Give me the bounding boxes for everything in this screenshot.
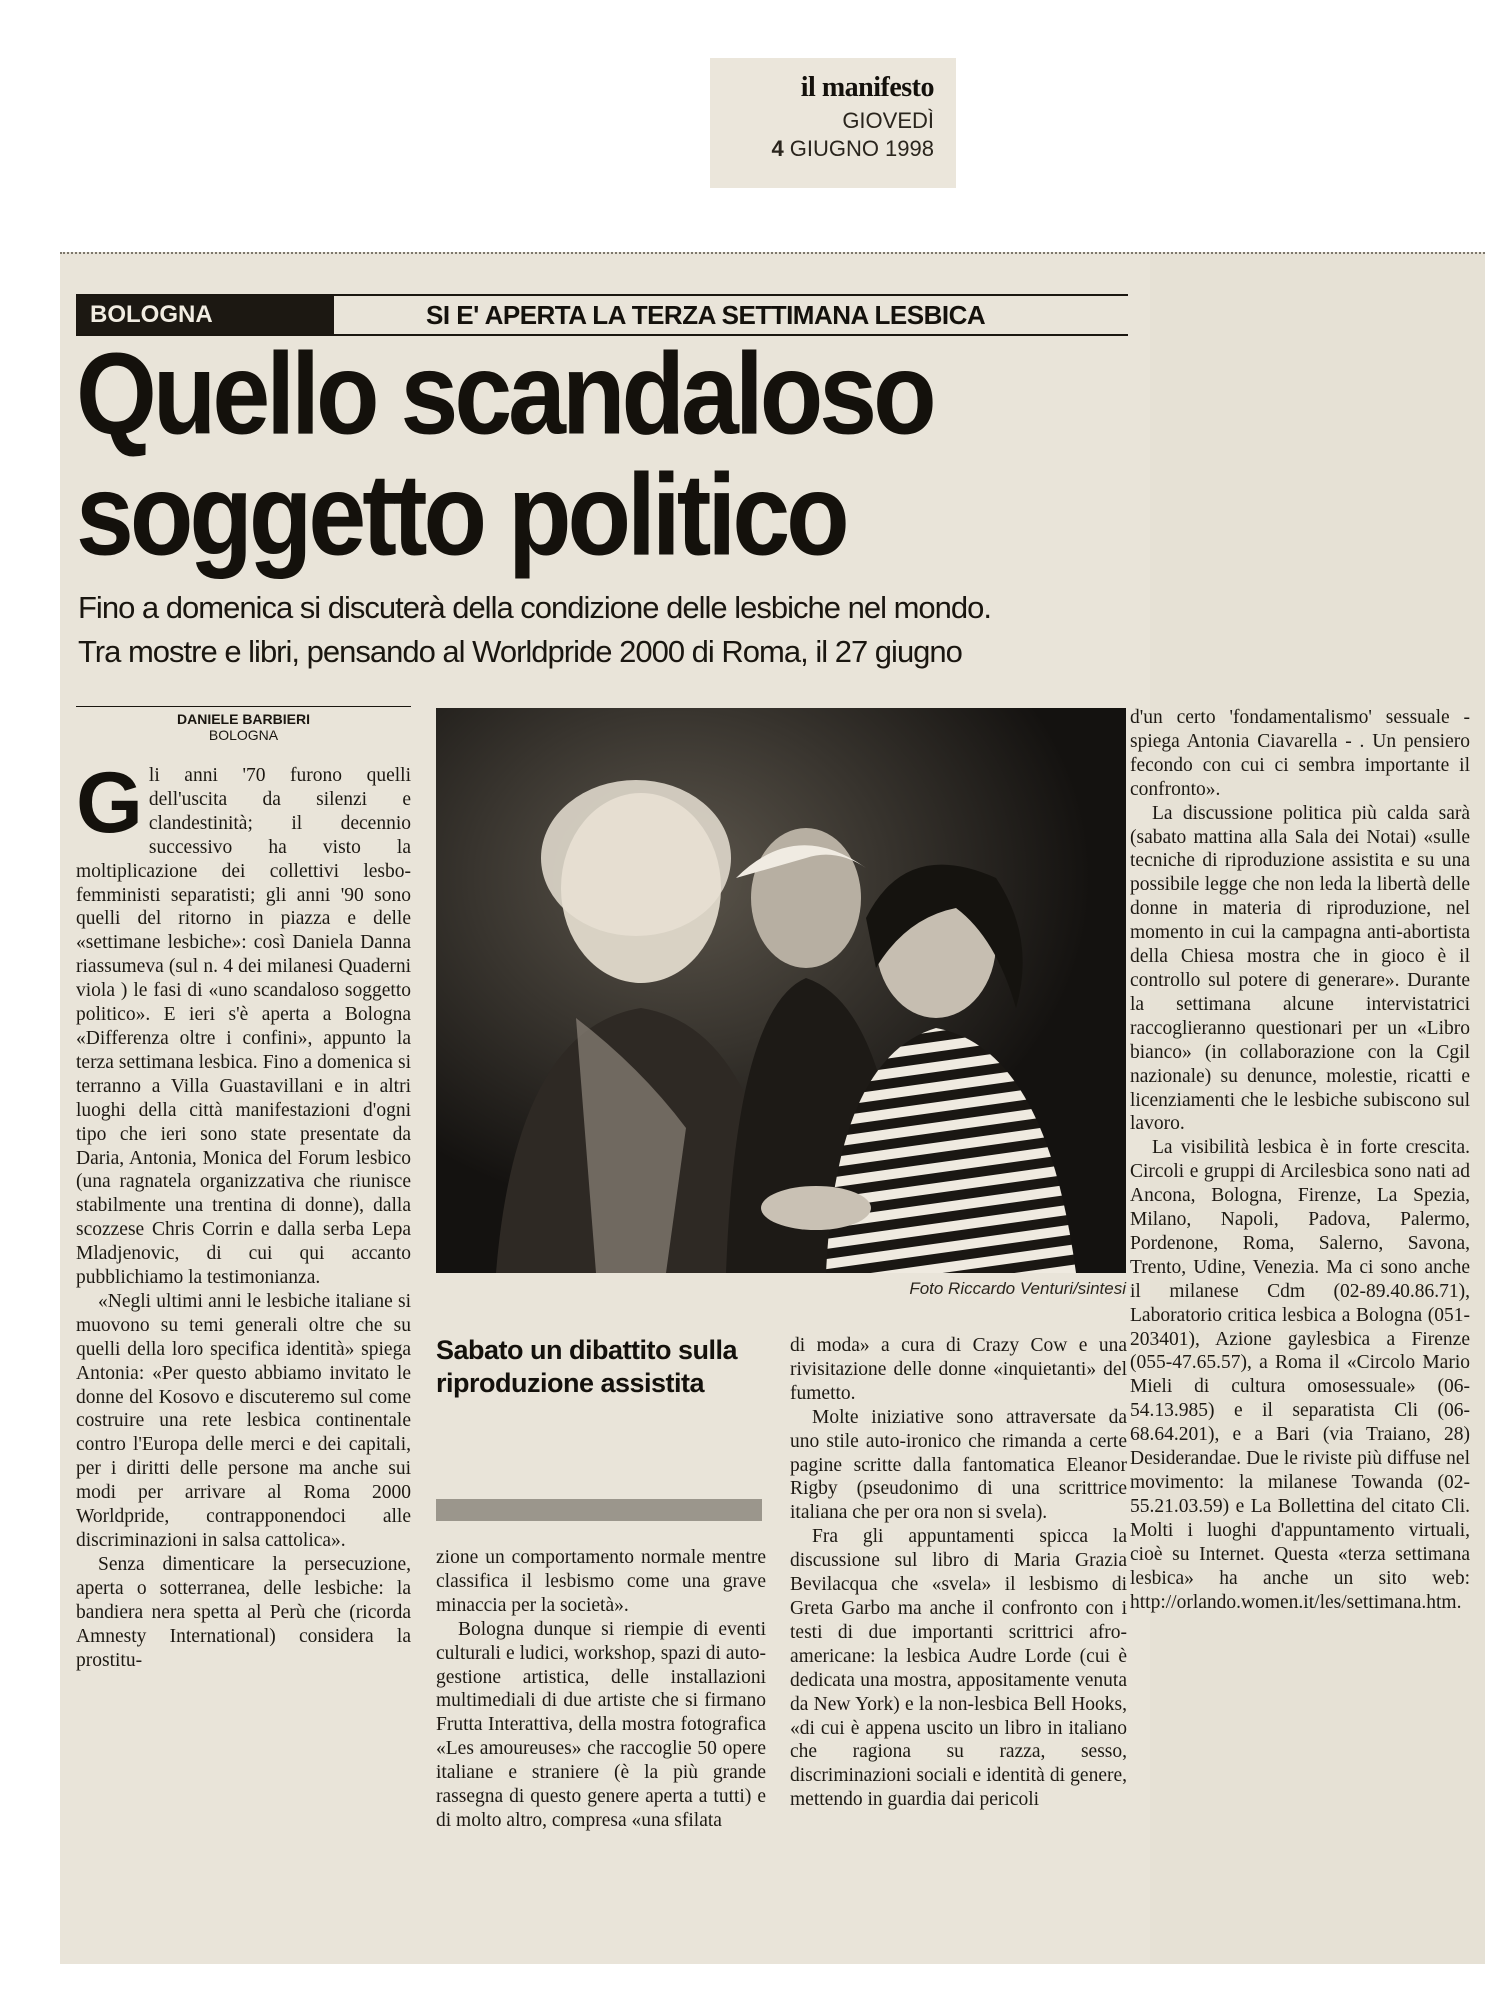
- photo: [436, 708, 1126, 1273]
- headline-line-1: Quello scandaloso: [76, 329, 933, 460]
- deck-line-1: Fino a domenica si discuterà della condizione delle lesbiche nel mondo.: [78, 590, 991, 625]
- byline: [76, 706, 411, 743]
- paragraph: La visibilità lesbica è in forte crescita. Circoli e gruppi di Arcilesbica sono nati ad Ancona, Bologna, Firenze, La Spezia, Milano, Napoli, Padova, Palermo, Pordenone, Roma, Salerno, Savona, Trento, Udine, Venezia. Ma ci sono anche il milanese Cdm (02-89.40.86.71), Laboratorio critica lesbica a Bologna (051- 203401), Azione gaylesbica a Firenze (055-47.65.57), a Roma il «Circolo Mario Mieli di cultura omosessuale» (06-54.13.985) e il separatista Cli (06-68.64.201), e a Bari (via Traiano, 28) Desiderandae. Due le riviste più diffuse nel movimento: la milanese Towanda (02-55.21.03.59) e La Bollettina del citato Cli. Molti i luoghi d'appuntamento virtuali, cioè su Internet. Questa «terza settimana lesbica» ha anche un sito web: http://orlando.women.it/les/settimana.htm.: [1130, 1137, 1470, 1613]
- paragraph: Fra gli appuntamenti spicca la discussione sul libro di Maria Grazia Bevilacqua che «svela» il lesbismo di Greta Garbo ma anche il confronto con i testi di due importanti scrittrici afro-americane: la lesbica Audre Lorde (cui è dedicata una mostra, appositamente venuta da New York) e la non-lesbica Bell Hooks, «di cui è appena uscito un libro in italiano che ragiona su razza, sesso, discriminazioni sociali e identità di genere, mettendo in guardia dai pericoli: [790, 1526, 1127, 1811]
- body-column-3: [1130, 706, 1470, 1614]
- paragraph: zione un comportamento normale mentre classifica il lesbismo come una grave minaccia per la società».: [436, 1547, 766, 1616]
- headline: [76, 329, 1136, 581]
- paragraph: d'un certo 'fondamentalismo' sessuale - spiega Antonia Ciavarella - . Un pensiero fecondo con cui ci sembra importante il confronto».: [1130, 707, 1470, 800]
- masthead-clipping: [710, 58, 956, 188]
- masthead-day: 4: [771, 136, 784, 161]
- paragraph-text: li anni '70 furono quelli dell'uscita da silenzi e clandestinità; il decennio successivo ha visto la moltiplicazione dei collettivi lesbo-femministi separatisti; gli anni '90 sono quelli del ritorno in piazza e delle «settimane lesbiche»: così Daniela Danna riassumeva (sul n. 4 dei milanesi Quaderni viola ) le fasi di «uno scandaloso soggetto politico». E ieri s'è aperta a Bologna «Differenza oltre i confini», appunto la terza settimana lesbica. Fino a domenica si terranno a Villa Guastavillani e in altri luoghi della città manifestazioni d'ogni tipo che ieri sono state presentate da Daria, Antonia, Monica del Forum lesbico (una ragnatela organizzativa che riunisce stabilmente una trentina di donne), dalla scozzese Chris Corrin e dalla serba Lepa Mladjenovic, di cui qui accanto pubblichiamo la testimonianza.: [76, 765, 411, 1289]
- photo-image: [436, 708, 1126, 1273]
- masthead-date: [771, 136, 934, 162]
- section-label: BOLOGNA: [76, 296, 334, 334]
- kicker: SI E' APERTA LA TERZA SETTIMANA LESBICA: [426, 300, 986, 330]
- paragraph: [76, 755, 411, 1290]
- sidehead-title: Sabato un dibattito sulla riproduzione assistita: [436, 1335, 738, 1398]
- deck-line-2: Tra mostre e libri, pensando al Worldpride 2000 di Roma, il 27 giugno: [78, 634, 962, 669]
- body-column-1: [76, 755, 411, 1672]
- sidehead: [436, 1334, 766, 1400]
- deck: [78, 586, 1158, 674]
- paragraph: «Negli ultimi anni le lesbiche italiane si muovono su temi generali oltre che su quelli della loro specifica identità» spiega Antonia: «Per questo abbiamo invitato le donne del Kosovo e discuteremo sul come costruire una rete lesbica continentale contro l'Europa delle merci e dei capitali, per i diritti delle persone ma anche sui modi per arrivare al Roma 2000 Worldpride, contrapponendoci alle discriminazioni in salsa cattolica».: [76, 1290, 411, 1551]
- masthead-month-year: GIUGNO 1998: [789, 136, 934, 161]
- newspaper-name: il manifesto: [800, 72, 934, 103]
- byline-name: DANIELE BARBIERI: [176, 711, 310, 727]
- masthead-weekday: GIOVEDÌ: [842, 108, 934, 133]
- paragraph: Senza dimenticare la persecuzione, aperta o sotterranea, delle lesbiche: la bandiera nera spetta al Perù che (ricorda Amnesty International) considera la prostitu-: [76, 1553, 411, 1671]
- article-clipping: [60, 252, 1485, 1964]
- sidehead-rule: [436, 1499, 762, 1521]
- body-column-2b: [790, 1334, 1127, 1812]
- headline-line-2: soggetto politico: [76, 450, 846, 581]
- body-column-2a: [436, 1546, 766, 1833]
- photo-caption: Foto Riccardo Venturi/sintesi: [909, 1279, 1126, 1298]
- paragraph: di moda» a cura di Crazy Cow e una rivisitazione delle donne «inquietanti» del fumetto.: [790, 1335, 1127, 1404]
- paragraph: Molte iniziative sono attraversate da uno stile auto-ironico che rimanda a certe pagine scritte dalla fantomatica Eleanor Rigby (pseudonimo di una scrittrice italiana che per ora non si svela).: [790, 1406, 1127, 1524]
- paragraph: Bologna dunque si riempie di eventi culturali e ludici, workshop, spazi di auto-gestione artistica, delle installazioni multimediali di due artiste che si firmano Frutta Interattiva, della mostra fotografica «Les amoureuses» che raccoglie 50 opere italiane e straniere (è la più grande rassegna di questo genere aperta a tutti) e di molto altro, compresa «una sfilata: [436, 1618, 766, 1831]
- byline-place: BOLOGNA: [208, 727, 279, 743]
- drop-cap: G: [76, 755, 143, 851]
- paragraph: La discussione politica più calda sarà (sabato mattina alla Sala dei Notai) «sulle tecniche di riproduzione assistita e su una possibile legge che non leda la libertà delle donne in materia di riproduzione, nel momento in cui la campagna anti-abortista della Chiesa mostra che in gioco è il controllo sul potere di generare». Durante la settimana alcune intervistatrici raccoglieranno questionari per un «Libro bianco» (in collaborazione con la Cgil nazionale) su denunce, molestie, ricatti e licenziamenti che le lesbiche subiscono sul lavoro.: [1130, 802, 1470, 1135]
